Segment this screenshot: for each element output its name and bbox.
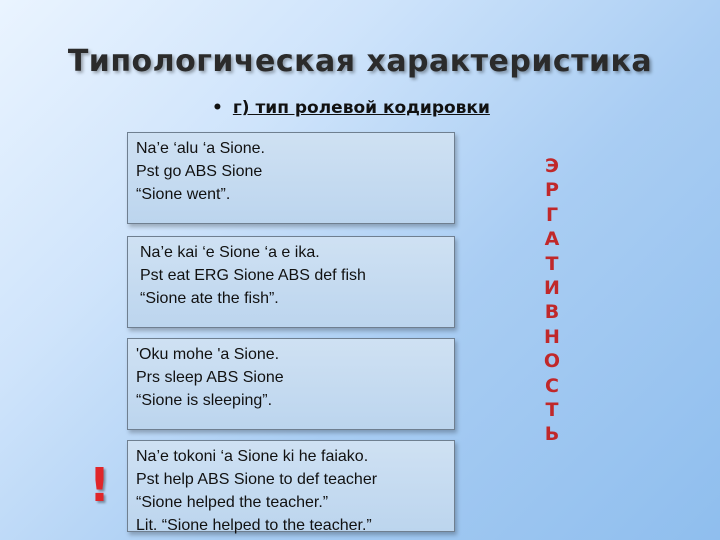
exclamation-icon: !: [89, 458, 110, 512]
example-1-line-2: Pst go ABS Sione: [136, 163, 263, 180]
page-title: Типологическая характеристика: [67, 44, 653, 79]
example-3-line-2: Prs sleep ABS Sione: [136, 369, 284, 386]
vertical-letter: Т: [545, 399, 559, 422]
vertical-letter: Н: [544, 325, 560, 348]
example-2-line-2: Pst eat ERG Sione ABS def fish: [140, 267, 366, 284]
example-2-line-1: Na’e kai ‘e Sione ‘a e ika.: [140, 244, 320, 261]
example-box-4: [127, 440, 455, 532]
example-2-line-3: “Sione ate the fish”.: [140, 290, 279, 307]
vertical-letter: В: [544, 301, 560, 324]
vertical-word: [528, 154, 576, 447]
vertical-letter: Т: [545, 252, 559, 275]
vertical-letter: И: [544, 277, 560, 300]
vertical-letter: Ь: [544, 423, 560, 446]
vertical-letter: О: [543, 350, 561, 373]
subtitle-text: г) тип ролевой кодировки: [232, 98, 490, 118]
example-1-line-1: Na’e ‘alu ‘a Sione.: [136, 140, 265, 157]
subtitle: [212, 98, 490, 118]
example-3-line-1: 'Oku mohe 'a Sione.: [136, 346, 280, 363]
example-4-line-2: Pst help ABS Sione to def teacher: [136, 471, 378, 488]
example-box-3: [127, 338, 455, 430]
vertical-letter: С: [545, 374, 559, 397]
example-box-1: [127, 132, 455, 224]
example-4-line-3: “Sione helped the teacher.”: [136, 494, 329, 511]
example-4-line-4: Lit. “Sione helped to the teacher.”: [136, 517, 372, 534]
vertical-letter: Р: [545, 179, 559, 202]
example-1-line-3: “Sione went”.: [136, 186, 231, 203]
example-4-line-1: Na’e tokoni ‘a Sione ki he faiako.: [136, 448, 369, 465]
bullet-icon: •: [212, 98, 223, 118]
example-box-2: [127, 236, 455, 328]
vertical-letter: Г: [545, 203, 559, 226]
vertical-letter: А: [544, 228, 560, 251]
vertical-letter: Э: [545, 155, 559, 177]
example-3-line-3: “Sione is sleeping”.: [136, 392, 273, 409]
